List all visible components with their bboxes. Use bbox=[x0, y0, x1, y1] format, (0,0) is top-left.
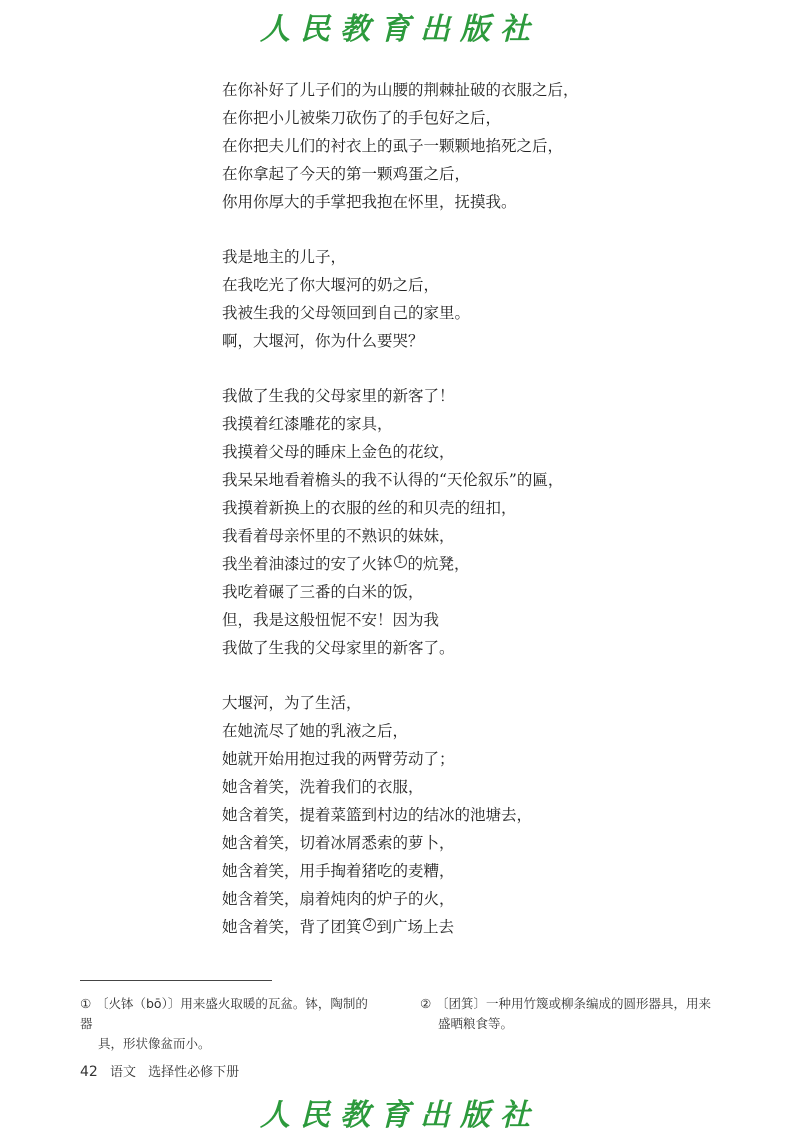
footnote-marker-2[interactable]: 2 bbox=[363, 918, 376, 931]
poem-text: 她含着笑，背了团箕 bbox=[222, 918, 362, 936]
poem-line bbox=[222, 550, 782, 578]
poem-line: 在你补好了儿子们的为山腰的荆棘扯破的衣服之后， bbox=[222, 81, 579, 99]
page-number: 42 bbox=[80, 1064, 98, 1080]
footnote-text: 盛晒粮食等。 bbox=[438, 1016, 514, 1031]
poem-text: 的炕凳， bbox=[407, 555, 470, 573]
footnote-1 bbox=[80, 994, 380, 1054]
subject-label: 语文 bbox=[109, 1065, 136, 1080]
stanza-1 bbox=[222, 76, 782, 216]
poem-text: 到广场上去 bbox=[376, 918, 455, 936]
poem-line: 我看着母亲怀里的不熟识的妹妹， bbox=[222, 527, 455, 545]
publisher-logo-bottom: 人民教育出版社 bbox=[260, 1098, 540, 1133]
poem-line: 在你把夫儿们的衬衣上的虱子一颗颗地掐死之后， bbox=[222, 137, 564, 155]
publisher-logo-top: 人民教育出版社 bbox=[260, 12, 540, 47]
poem-line: 她含着笑，扇着炖肉的炉子的火， bbox=[222, 890, 455, 908]
footnote-text: 〔团箕〕一种用竹篾或柳条编成的圆形器具，用来 bbox=[436, 996, 712, 1011]
poem-text: 我坐着油漆过的安了火钵 bbox=[222, 555, 393, 573]
poem-line: 我是地主的儿子， bbox=[222, 248, 347, 266]
poem-line: 我做了生我的父母家里的新客了！ bbox=[222, 387, 455, 405]
poem-line: 但，我是这般忸怩不安！因为我 bbox=[222, 611, 440, 629]
poem-line: 我呆呆地看着檐头的我不认得的“天伦叙乐”的匾， bbox=[222, 471, 564, 489]
poem-line: 她就开始用抱过我的两臂劳动了； bbox=[222, 750, 455, 768]
stanza-3 bbox=[222, 382, 782, 662]
poem-line: 啊，大堰河，你为什么要哭？ bbox=[222, 332, 424, 350]
poem-line: 她含着笑，切着冰屑悉索的萝卜， bbox=[222, 834, 455, 852]
footnote-text: 具，形状像盆而小。 bbox=[98, 1036, 211, 1051]
poem-line: 我吃着碾了三番的白米的饭， bbox=[222, 583, 424, 601]
poem-line: 在我吃光了你大堰河的奶之后， bbox=[222, 276, 440, 294]
stanza-2 bbox=[222, 243, 782, 355]
stanza-4 bbox=[222, 689, 782, 941]
poem-line: 我做了生我的父母家里的新客了。 bbox=[222, 639, 455, 657]
footnote-2 bbox=[420, 994, 720, 1034]
poem-line: 我摸着红漆雕花的家具， bbox=[222, 415, 393, 433]
poem-body bbox=[222, 76, 782, 941]
footnote-text: 〔火钵（bō）〕用来盛火取暖的瓦盆。钵，陶制的器 bbox=[80, 996, 368, 1031]
footnote-divider bbox=[80, 980, 272, 981]
footnote-number: ② bbox=[420, 996, 432, 1011]
book-title: 选择性必修下册 bbox=[148, 1065, 240, 1080]
poem-line: 在你拿起了今天的第一颗鸡蛋之后， bbox=[222, 165, 471, 183]
poem-line: 你用你厚大的手掌把我抱在怀里，抚摸我。 bbox=[222, 193, 517, 211]
footnote-number: ① bbox=[80, 996, 92, 1011]
poem-line: 大堰河，为了生活， bbox=[222, 694, 362, 712]
poem-line: 我摸着父母的睡床上金色的花纹， bbox=[222, 443, 455, 461]
footnote-marker-1[interactable]: 1 bbox=[394, 555, 407, 568]
poem-line: 在她流尽了她的乳液之后， bbox=[222, 722, 409, 740]
poem-line: 她含着笑，用手掏着猪吃的麦糟， bbox=[222, 862, 455, 880]
poem-line: 她含着笑，洗着我们的衣服， bbox=[222, 778, 424, 796]
poem-line bbox=[222, 913, 782, 941]
poem-line: 在你把小儿被柴刀砍伤了的手包好之后， bbox=[222, 109, 502, 127]
poem-line: 我被生我的父母领回到自己的家里。 bbox=[222, 304, 471, 322]
poem-line: 我摸着新换上的衣服的丝的和贝壳的纽扣， bbox=[222, 499, 517, 517]
poem-line: 她含着笑，提着菜篮到村边的结冰的池塘去， bbox=[222, 806, 533, 824]
page-footer bbox=[80, 1061, 239, 1080]
